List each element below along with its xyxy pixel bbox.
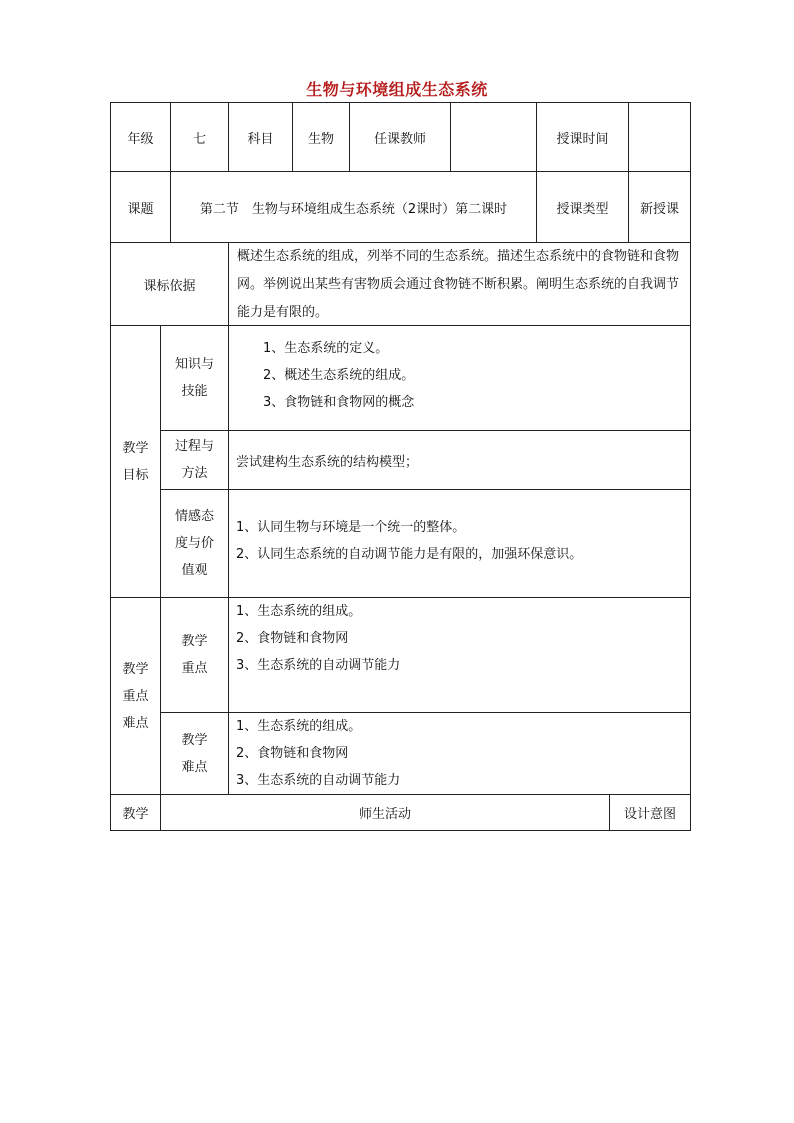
time-label: 授课时间 (537, 103, 629, 172)
subject-label: 科目 (229, 103, 293, 172)
grade-value: 七 (171, 103, 229, 172)
list-item: 1、生态系统的组成。 (236, 719, 362, 734)
list-item: 3、生态系统的自动调节能力 (236, 773, 401, 788)
list-item: 1、认同生物与环境是一个统一的整体。 (236, 520, 466, 535)
teaching-difficulty-label: 教学 难点 (161, 713, 229, 795)
process-method-label: 过程与 方法 (161, 431, 229, 490)
list-item: 2、概述生态系统的组成。 (263, 368, 415, 383)
teaching-steps-label: 教学 (111, 795, 161, 830)
process-method-text: 尝试建构生态系统的结构模型； (229, 431, 690, 490)
document-title: 生物与环境组成生态系统 (306, 80, 488, 99)
list-item: 3、食物链和食物网的概念 (263, 395, 415, 410)
list-item: 2、食物链和食物网 (236, 631, 349, 646)
teacher-value (451, 103, 537, 172)
list-item: 3、生态系统的自动调节能力 (236, 658, 401, 673)
topic-value: 第二节 生物与环境组成生态系统（2课时）第二课时 (171, 172, 537, 243)
time-value (629, 103, 690, 172)
lesson-type-value: 新授课 (629, 172, 690, 243)
teacher-student-activity-label: 师生活动 (161, 795, 610, 830)
emotion-values-label: 情感态 度与价 值观 (161, 490, 229, 598)
list-item: 1、生态系统的组成。 (236, 604, 362, 619)
lesson-type-label: 授课类型 (537, 172, 629, 243)
teaching-focus-label: 教学 重点 (161, 598, 229, 713)
list-item: 2、食物链和食物网 (236, 746, 349, 761)
design-intent-label: 设计意图 (623, 807, 676, 822)
knowledge-skills-list (229, 326, 690, 431)
lesson-plan-table (110, 102, 691, 831)
subject-value: 生物 (293, 103, 350, 172)
objectives-label: 教学 目标 (111, 326, 161, 598)
teaching-difficulty-list (229, 713, 690, 795)
list-item: 1、生态系统的定义。 (263, 341, 389, 356)
list-item: 2、认同生态系统的自动调节能力是有限的，加强环保意识。 (236, 547, 583, 562)
key-points-label: 教学 重点 难点 (111, 598, 161, 795)
teacher-label: 任课教师 (350, 103, 451, 172)
topic-label: 课题 (111, 172, 171, 243)
curriculum-basis-text: 概述生态系统的组成，列举不同的生态系统。描述生态系统中的食物链和食物网。举例说出某些有害物质会通过食物链不断积累。阐明生态系统的自我调节能力是有限的。 (229, 243, 690, 326)
teaching-focus-list (229, 598, 690, 713)
emotion-values-list (229, 490, 690, 598)
curriculum-basis-label: 课标依据 (111, 243, 229, 326)
knowledge-skills-label: 知识与 技能 (161, 326, 229, 431)
grade-label: 年级 (111, 103, 171, 172)
